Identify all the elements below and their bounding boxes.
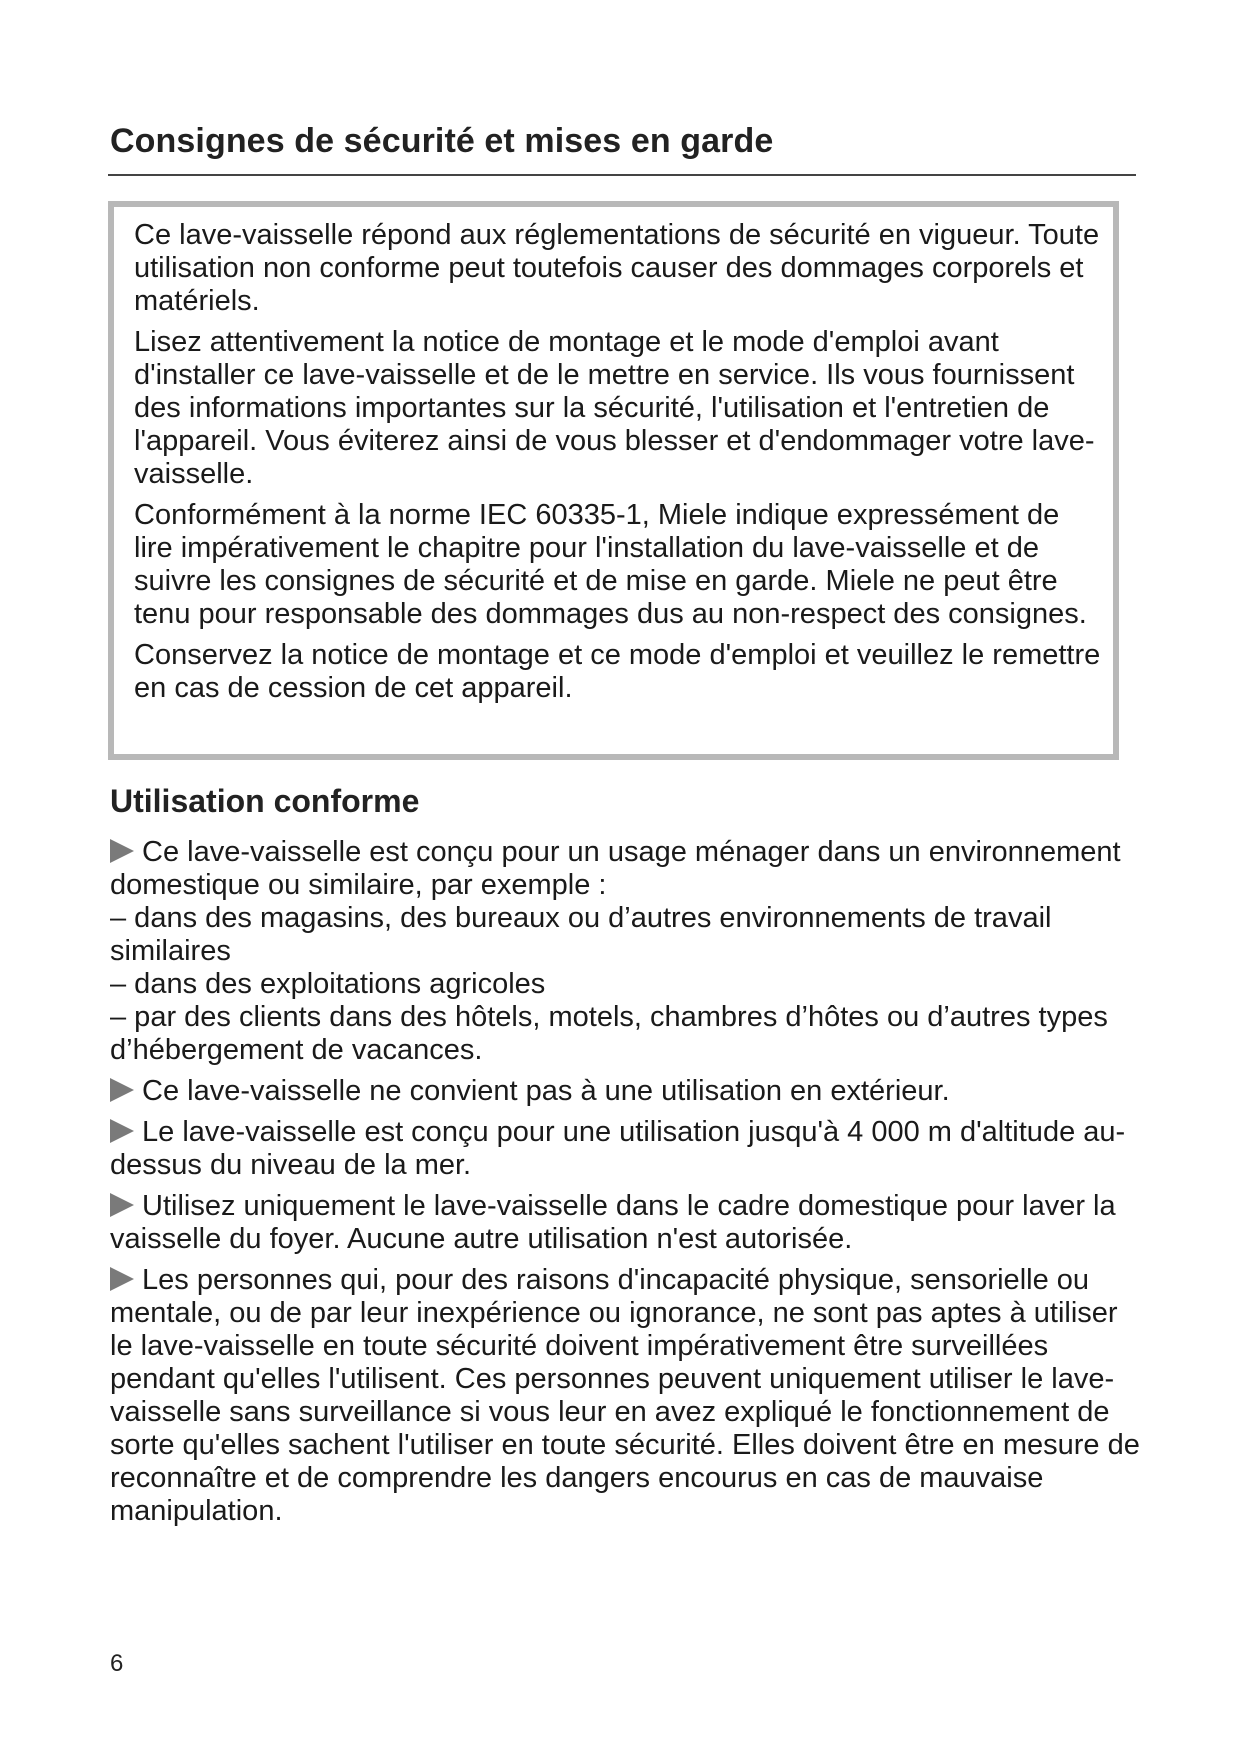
title-divider — [108, 174, 1136, 176]
safety-notice-box — [108, 201, 1119, 760]
arrow-bullet-icon — [110, 1119, 134, 1143]
list-item-text: Utilisez uniquement le lave-vaisselle dans le cadre domestique pour laver la vaisselle du foyer. Aucune autre utilisation n'est autorisée. — [110, 1190, 1116, 1255]
list-item-text: Le lave-vaisselle est conçu pour une utilisation jusqu'à 4 000 m d'altitude au-dessus du niveau de la mer. — [110, 1116, 1126, 1181]
section-heading: Utilisation conforme — [110, 783, 420, 819]
list-item — [110, 1116, 1140, 1182]
arrow-bullet-icon — [110, 839, 134, 863]
arrow-bullet-icon — [110, 1193, 134, 1217]
list-item — [110, 1190, 1140, 1256]
sub-item-line: – par des clients dans des hôtels, motels, chambres d’hôtes ou d’autres types d’hébergement de vacances. — [110, 1001, 1108, 1066]
list-item — [110, 1264, 1140, 1528]
list-item-text: Ce lave-vaisselle est conçu pour un usage ménager dans un environnement domestique ou similaire, par exemple : — [110, 836, 1121, 901]
notice-paragraph: Ce lave-vaisselle répond aux réglementations de sécurité en vigueur. Toute utilisation non conforme peut toutefois causer des dommages corporels et matériels. — [134, 219, 1100, 317]
page-title: Consignes de sécurité et mises en garde — [110, 122, 774, 160]
sub-item-line: – dans des magasins, des bureaux ou d’autres environnements de travail similaires — [110, 902, 1052, 967]
list-item — [110, 1075, 1140, 1108]
list-item — [110, 836, 1140, 1067]
section-body — [110, 836, 1140, 1536]
notice-paragraph: Lisez attentivement la notice de montage et le mode d'emploi avant d'installer ce lave-vaisselle et de le mettre en service. Ils vous fournissent des informations importantes sur la sécurité, l'utilisation et l'entretien de l'appareil. Vous éviterez ainsi de vous blesser et d'endommager votre lave-vaisselle. — [134, 326, 1095, 490]
sub-item-line: – dans des exploitations agricoles — [110, 968, 546, 1000]
list-item-text: Les personnes qui, pour des raisons d'incapacité physique, sensorielle ou mentale, ou de par leur inexpérience ou ignorance, ne sont pas aptes à utiliser le lave-vaisselle en toute sécurité doivent impérativement être surveillées pendant qu'elles l'utilisent. Ces personnes peuvent uniquement utiliser le lave-vaisselle sans surveillance si vous leur en avez expliqué le fonctionnement de sorte qu'elles sachent l'utiliser en toute sécurité. Elles doivent être en mesure de reconnaître et de comprendre les dangers encourus en cas de mauvaise manipulation. — [110, 1264, 1140, 1527]
page-number: 6 — [110, 1650, 124, 1677]
arrow-bullet-icon — [110, 1267, 134, 1291]
arrow-bullet-icon — [110, 1078, 134, 1102]
notice-paragraph: Conformément à la norme IEC 60335-1, Miele indique expressément de lire impérativement le chapitre pour l'installation du lave-vaisselle et de suivre les consignes de sécurité et de mise en garde. Miele ne peut être tenu pour responsable des dommages dus au non-respect des consignes. — [134, 499, 1087, 630]
notice-paragraph: Conservez la notice de montage et ce mode d'emploi et veuillez le remettre en cas de cession de cet appareil. — [134, 639, 1101, 704]
list-item-text: Ce lave-vaisselle ne convient pas à une utilisation en extérieur. — [142, 1075, 950, 1107]
